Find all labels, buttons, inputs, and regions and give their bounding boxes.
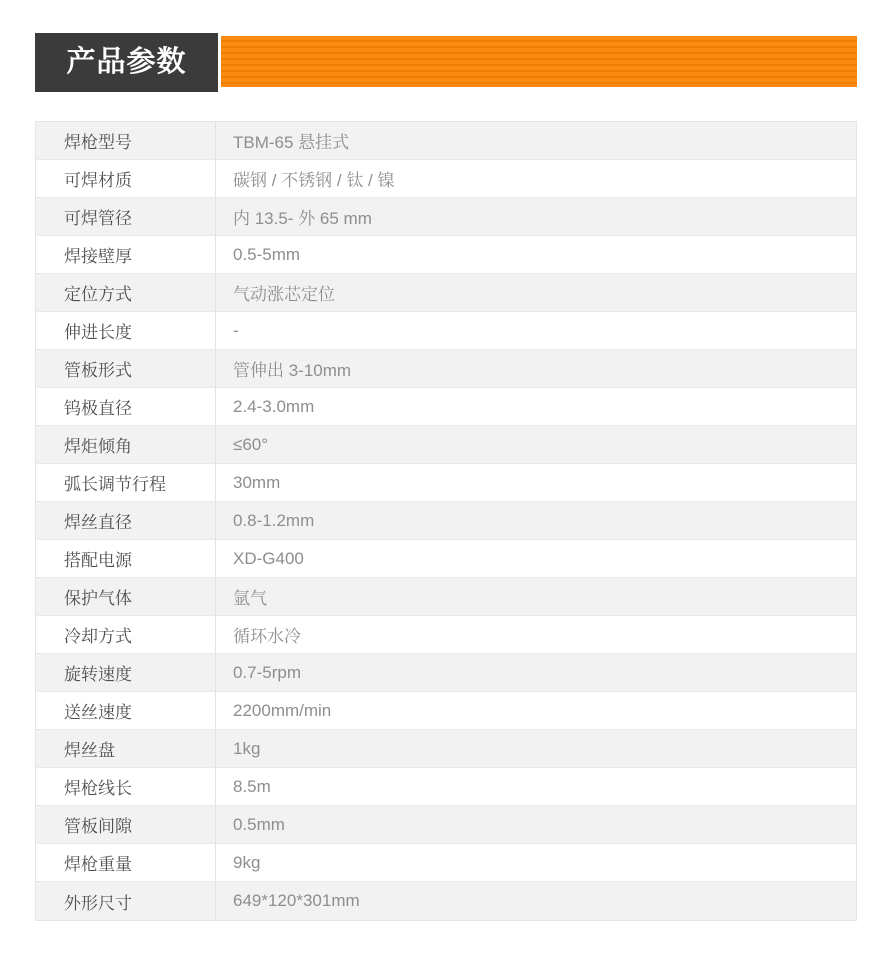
spec-value: 2.4-3.0mm: [233, 396, 315, 416]
spec-label: 外形尺寸: [36, 882, 216, 920]
spec-label: 可焊材质: [36, 160, 216, 197]
spec-value: 9kg: [233, 852, 261, 872]
spec-value: 8.5m: [233, 776, 271, 796]
spec-value: ≤60°: [233, 434, 269, 454]
spec-row: [36, 502, 856, 540]
orange-stripe-banner: [221, 36, 857, 87]
spec-label: 可焊管径: [36, 198, 216, 235]
section-header: [35, 33, 857, 92]
spec-row: [36, 844, 856, 882]
section-title: 产品参数: [66, 46, 187, 78]
spec-label: 焊枪型号: [36, 122, 216, 159]
spec-label: 焊丝直径: [36, 502, 216, 539]
spec-value: TBM-65 悬挂式: [233, 133, 350, 152]
section-title-box: [35, 33, 218, 92]
spec-row: [36, 122, 856, 160]
spec-value: 0.8-1.2mm: [233, 510, 315, 530]
spec-label: 送丝速度: [36, 692, 216, 729]
spec-row: [36, 692, 856, 730]
spec-label: 弧长调节行程: [36, 464, 216, 501]
spec-row: [36, 426, 856, 464]
spec-row: [36, 350, 856, 388]
spec-row: [36, 768, 856, 806]
spec-label: 焊接壁厚: [36, 236, 216, 273]
spec-row: [36, 274, 856, 312]
spec-value: -: [233, 320, 239, 340]
spec-row: [36, 806, 856, 844]
spec-row: [36, 388, 856, 426]
spec-row: [36, 578, 856, 616]
spec-value: 0.7-5rpm: [233, 662, 302, 682]
spec-row: [36, 540, 856, 578]
spec-row: [36, 464, 856, 502]
spec-value: 碳钢 / 不锈钢 / 钛 / 镍: [233, 171, 395, 190]
spec-label: 焊枪重量: [36, 844, 216, 881]
spec-row: [36, 616, 856, 654]
spec-value: 氩气: [233, 589, 267, 608]
spec-label: 搭配电源: [36, 540, 216, 577]
spec-label: 管板间隙: [36, 806, 216, 843]
spec-label: 焊丝盘: [36, 730, 216, 767]
spec-label: 定位方式: [36, 274, 216, 311]
spec-label: 伸进长度: [36, 312, 216, 349]
spec-row: [36, 198, 856, 236]
spec-row: [36, 236, 856, 274]
spec-value: 内 13.5- 外 65 mm: [233, 209, 372, 228]
spec-label: 钨极直径: [36, 388, 216, 425]
spec-label: 冷却方式: [36, 616, 216, 653]
spec-value: 0.5-5mm: [233, 244, 301, 264]
spec-label: 旋转速度: [36, 654, 216, 691]
spec-row: [36, 312, 856, 350]
spec-value: 管伸出 3-10mm: [233, 361, 352, 380]
spec-value: 1kg: [233, 738, 261, 758]
spec-table: [35, 121, 857, 921]
spec-row: [36, 882, 856, 920]
spec-value: 2200mm/min: [233, 700, 332, 720]
spec-value: 649*120*301mm: [233, 891, 360, 910]
spec-row: [36, 654, 856, 692]
spec-label: 保护气体: [36, 578, 216, 615]
spec-label: 焊炬倾角: [36, 426, 216, 463]
spec-label: 管板形式: [36, 350, 216, 387]
spec-value: 气动涨芯定位: [233, 285, 335, 304]
spec-value: 循环水冷: [233, 627, 301, 646]
spec-row: [36, 160, 856, 198]
spec-row: [36, 730, 856, 768]
spec-value: 0.5mm: [233, 814, 285, 834]
spec-value: XD-G400: [233, 548, 304, 568]
spec-value: 30mm: [233, 472, 281, 492]
spec-label: 焊枪线长: [36, 768, 216, 805]
